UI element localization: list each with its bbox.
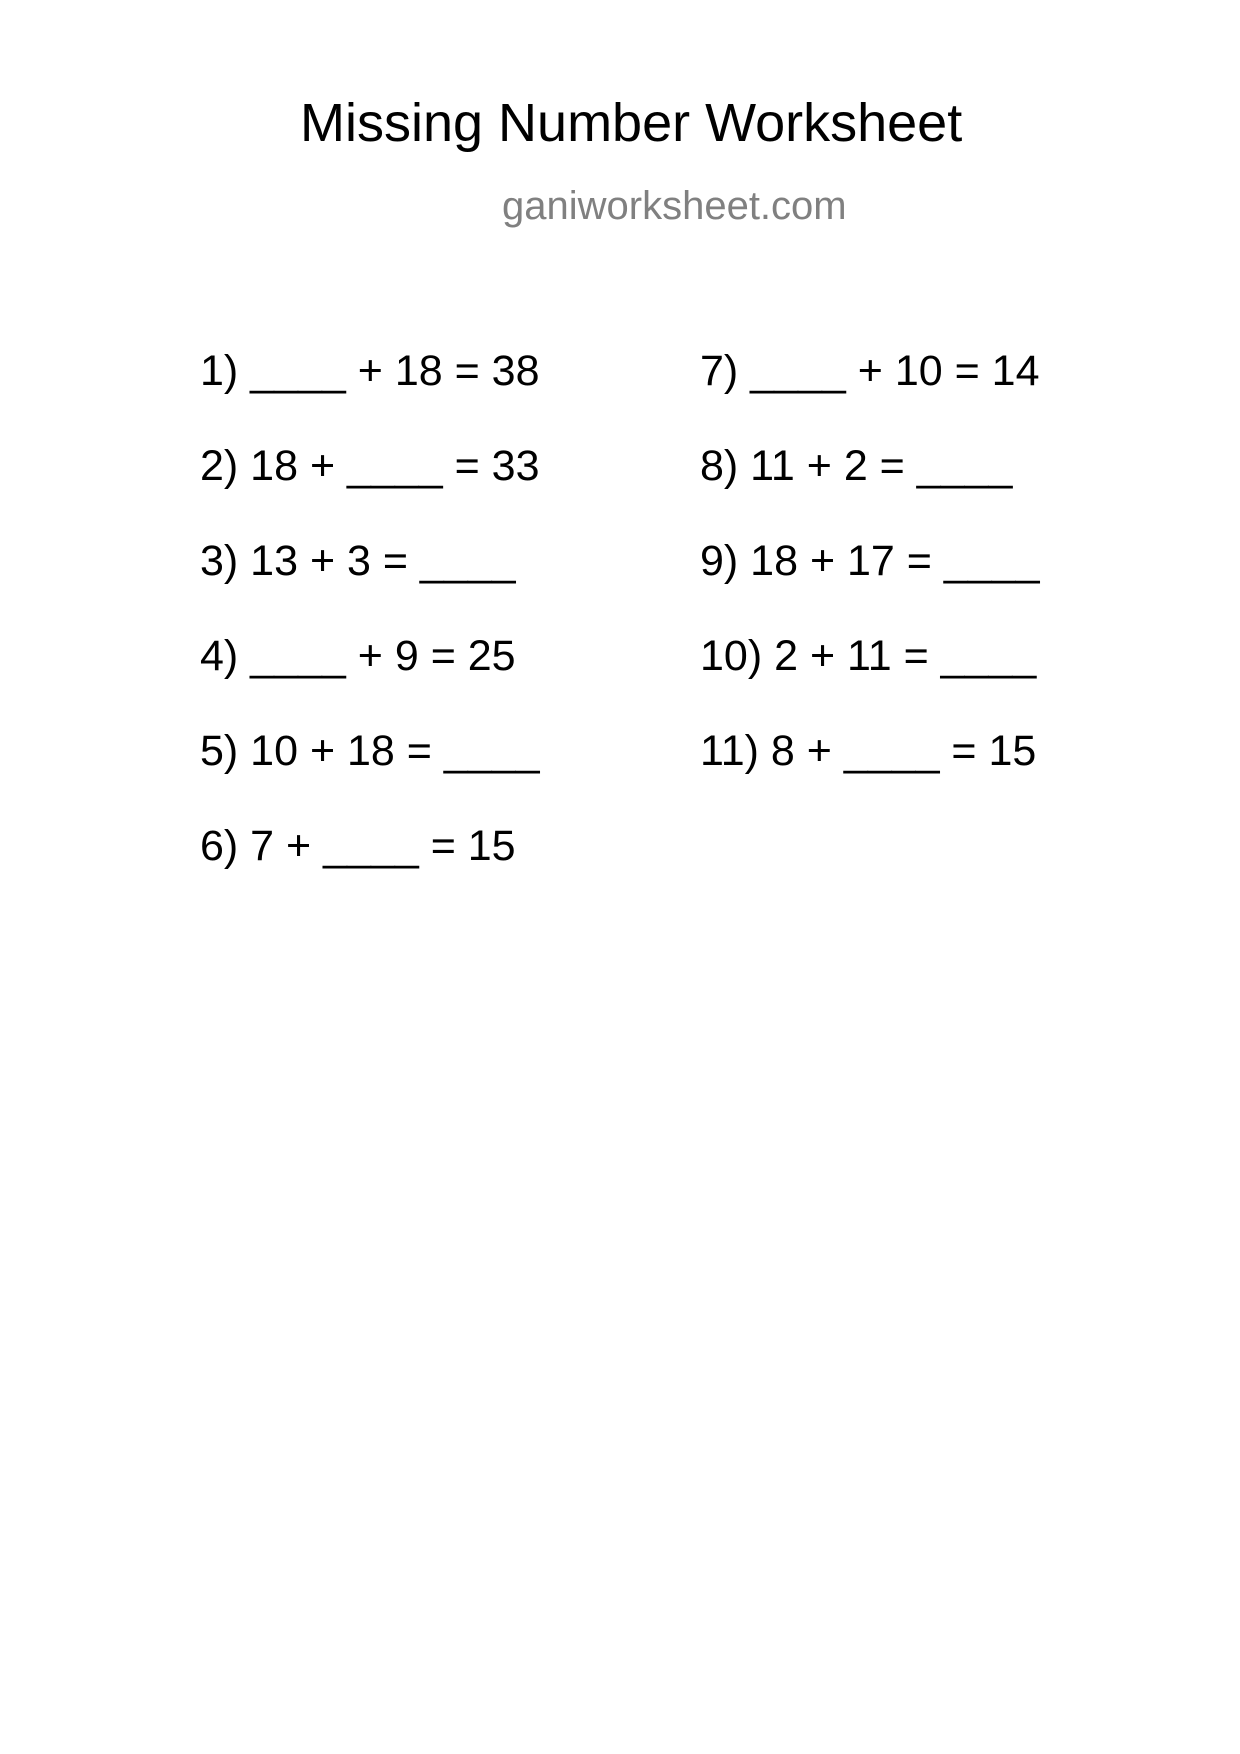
problem-7: 7) ____ + 10 = 14 [700, 347, 1040, 395]
problem-10: 10) 2 + 11 = ____ [700, 632, 1037, 680]
problem-3: 3) 13 + 3 = ____ [200, 537, 516, 585]
problem-6: 6) 7 + ____ = 15 [200, 822, 516, 870]
problems-column-left [200, 347, 540, 920]
source-website: ganiworksheet.com [502, 184, 847, 228]
problem-5: 5) 10 + 18 = ____ [200, 727, 540, 775]
problem-11: 11) 8 + ____ = 15 [700, 727, 1037, 775]
problem-8: 8) 11 + 2 = ____ [700, 442, 1013, 490]
problem-4: 4) ____ + 9 = 25 [200, 632, 516, 680]
problem-9: 9) 18 + 17 = ____ [700, 537, 1040, 585]
problem-2: 2) 18 + ____ = 33 [200, 442, 540, 490]
worksheet-title: Missing Number Worksheet [300, 93, 963, 153]
problem-1: 1) ____ + 18 = 38 [200, 347, 540, 395]
problems-column-right [700, 347, 1040, 825]
